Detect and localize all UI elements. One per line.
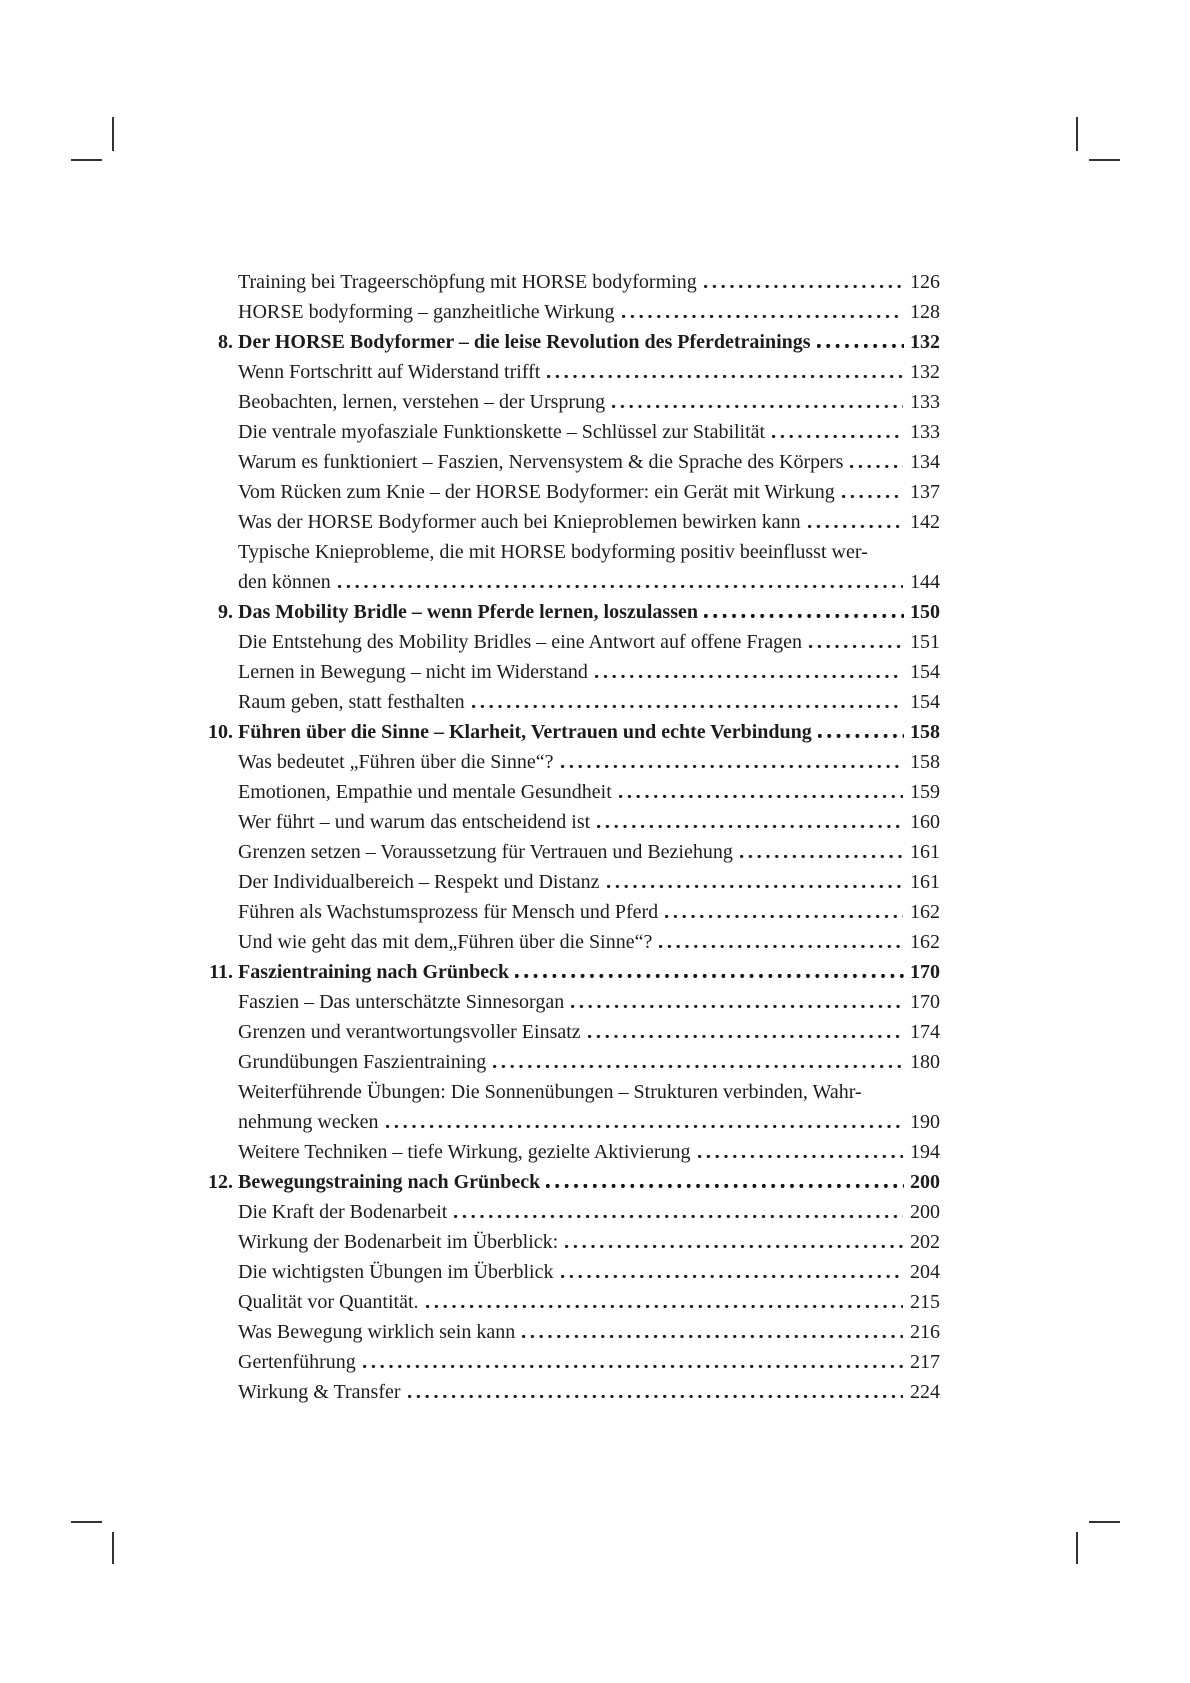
page-number: 159 — [910, 781, 940, 803]
page-number: 133 — [910, 391, 940, 413]
chapter-number: 9. — [218, 601, 233, 623]
page-number: 151 — [910, 631, 940, 653]
entry-label: HORSE bodyforming – ganzheitliche Wirkung — [238, 301, 615, 323]
toc-entry — [205, 1137, 940, 1167]
entry-label: Die Entstehung des Mobility Bridles – eine Antwort auf offene Fragen — [238, 631, 802, 653]
entry-label: Vom Rücken zum Knie – der HORSE Bodyformer: ein Gerät mit Wirkung — [238, 481, 835, 503]
crop-mark-bottom-left-horizontal — [71, 1521, 102, 1523]
dot-leader — [704, 614, 904, 618]
entry-label: Bewegungstraining nach Grünbeck — [238, 1171, 541, 1193]
page-number: 161 — [910, 871, 940, 893]
chapter-number: 10. — [208, 721, 233, 743]
page-number: 132 — [910, 331, 940, 353]
entry-label: Und wie geht das mit dem„Führen über die Sinne“? — [238, 931, 653, 953]
entry-label: Faszien – Das unterschätzte Sinnesorgan — [238, 991, 565, 1013]
dot-leader — [619, 795, 903, 798]
toc-entry — [205, 447, 940, 477]
toc-entry — [205, 1197, 940, 1227]
page-number: 128 — [910, 301, 940, 323]
table-of-contents — [205, 267, 940, 1407]
dot-leader — [386, 1125, 903, 1128]
toc-entry — [205, 507, 940, 537]
chapter-number: 11. — [209, 961, 233, 983]
entry-label: Führen über die Sinne – Klarheit, Vertrauen und echte Verbindung — [238, 721, 812, 743]
toc-entry — [205, 357, 940, 387]
entry-label: Was der HORSE Bodyformer auch bei Knieproblemen bewirken kann — [238, 511, 801, 533]
dot-leader — [704, 285, 903, 288]
entry-label: Das Mobility Bridle – wenn Pferde lernen, loszulassen — [238, 601, 698, 623]
entry-label: Typische Knieprobleme, die mit HORSE bodyforming positiv beeinflusst wer- — [238, 541, 868, 563]
entry-label: Der HORSE Bodyformer – die leise Revolution des Pferdetrainings — [238, 331, 811, 353]
dot-leader — [426, 1305, 903, 1308]
page-number: 174 — [910, 1021, 940, 1043]
dot-leader — [546, 1184, 904, 1188]
crop-mark-bottom-right-vertical — [1076, 1532, 1078, 1564]
dot-leader — [515, 974, 904, 978]
entry-label: Gertenführung — [238, 1351, 356, 1373]
entry-label: Raum geben, statt festhalten — [238, 691, 465, 713]
dot-leader — [338, 585, 903, 588]
toc-entry — [205, 267, 940, 297]
crop-mark-bottom-right-horizontal — [1089, 1521, 1120, 1523]
dot-leader — [607, 885, 903, 888]
toc-entry — [205, 657, 940, 687]
dot-leader — [547, 375, 903, 378]
toc-entry — [205, 537, 940, 567]
dot-leader — [408, 1395, 903, 1398]
dot-leader — [612, 405, 903, 408]
dot-leader — [698, 1155, 903, 1158]
chapter-number: 12. — [208, 1171, 233, 1193]
entry-label: Lernen in Bewegung – nicht im Widerstand — [238, 661, 588, 683]
toc-entry — [205, 897, 940, 927]
entry-label: Die ventrale myofasziale Funktionskette – Schlüssel zur Stabilität — [238, 421, 766, 443]
page-number: 158 — [910, 721, 940, 743]
toc-chapter-entry — [205, 327, 940, 357]
entry-label: Grenzen setzen – Voraussetzung für Vertrauen und Beziehung — [238, 841, 733, 863]
page-number: 144 — [910, 571, 940, 593]
toc-entry — [205, 1227, 940, 1257]
dot-leader — [472, 705, 903, 708]
page-number: 154 — [910, 661, 940, 683]
toc-entry — [205, 387, 940, 417]
entry-label: Grundübungen Faszientraining — [238, 1051, 487, 1073]
crop-mark-top-left-horizontal — [71, 159, 102, 161]
dot-leader — [740, 855, 903, 858]
toc-entry — [205, 867, 940, 897]
entry-label: Grenzen und verantwortungsvoller Einsatz — [238, 1021, 581, 1043]
dot-leader — [595, 675, 903, 678]
crop-mark-top-right-vertical — [1076, 117, 1078, 151]
entry-label: Führen als Wachstumsprozess für Mensch und Pferd — [238, 901, 659, 923]
page-number: 215 — [910, 1291, 940, 1313]
page-number: 170 — [910, 961, 940, 983]
dot-leader — [850, 465, 903, 468]
page-number: 160 — [910, 811, 940, 833]
entry-label: Training bei Trageerschöpfung mit HORSE bodyforming — [238, 271, 697, 293]
chapter-number: 8. — [218, 331, 233, 353]
dot-leader — [565, 1245, 903, 1248]
entry-label: Weitere Techniken – tiefe Wirkung, gezielte Aktivierung — [238, 1141, 691, 1163]
toc-entry — [205, 627, 940, 657]
toc-entry — [205, 927, 940, 957]
page-number: 126 — [910, 271, 940, 293]
dot-leader — [818, 734, 904, 738]
entry-label: Was Bewegung wirklich sein kann — [238, 1321, 516, 1343]
entry-label: nehmung wecken — [238, 1111, 379, 1133]
dot-leader — [597, 825, 903, 828]
dot-leader — [659, 945, 903, 948]
page-number: 132 — [910, 361, 940, 383]
crop-mark-top-left-vertical — [112, 117, 114, 151]
toc-chapter-entry — [205, 1167, 940, 1197]
toc-entry — [205, 417, 940, 447]
page-number: 170 — [910, 991, 940, 1013]
toc-entry — [205, 687, 940, 717]
entry-label: Faszientraining nach Grünbeck — [238, 961, 510, 983]
entry-label: den können — [238, 571, 331, 593]
toc-entry — [205, 1077, 940, 1107]
dot-leader — [493, 1065, 903, 1068]
entry-label: Wirkung der Bodenarbeit im Überblick: — [238, 1231, 559, 1253]
page-number: 216 — [910, 1321, 940, 1343]
dot-leader — [571, 1005, 903, 1008]
toc-entry — [205, 297, 940, 327]
page-number: 158 — [910, 751, 940, 773]
entry-label: Was bedeutet „Führen über die Sinne“? — [238, 751, 554, 773]
page-number: 180 — [910, 1051, 940, 1073]
toc-entry — [205, 1257, 940, 1287]
entry-label: Wenn Fortschritt auf Widerstand trifft — [238, 361, 541, 383]
page-number: 162 — [910, 901, 940, 923]
page-number: 190 — [910, 1111, 940, 1133]
entry-label: Beobachten, lernen, verstehen – der Ursprung — [238, 391, 606, 413]
page-number: 142 — [910, 511, 940, 533]
toc-entry — [205, 477, 940, 507]
toc-entry — [205, 777, 940, 807]
toc-entry — [205, 1287, 940, 1317]
toc-entry — [205, 837, 940, 867]
toc-chapter-entry — [205, 597, 940, 627]
entry-label: Emotionen, Empathie und mentale Gesundheit — [238, 781, 612, 803]
toc-chapter-entry — [205, 957, 940, 987]
toc-entry — [205, 747, 940, 777]
dot-leader — [561, 765, 904, 768]
entry-label: Qualität vor Quantität. — [238, 1291, 419, 1313]
dot-leader — [588, 1035, 903, 1038]
entry-label: Der Individualbereich – Respekt und Distanz — [238, 871, 600, 893]
dot-leader — [522, 1335, 903, 1338]
page-number: 134 — [910, 451, 940, 473]
toc-chapter-entry — [205, 717, 940, 747]
page-number: 150 — [910, 601, 940, 623]
dot-leader — [561, 1275, 904, 1278]
page-number: 194 — [910, 1141, 940, 1163]
toc-entry — [205, 987, 940, 1017]
toc-entry — [205, 1107, 940, 1137]
dot-leader — [817, 344, 904, 348]
dot-leader — [622, 315, 903, 318]
entry-label: Warum es funktioniert – Faszien, Nervensystem & die Sprache des Körpers — [238, 451, 844, 473]
toc-entry — [205, 1317, 940, 1347]
entry-label: Die Kraft der Bodenarbeit — [238, 1201, 448, 1223]
entry-label: Die wichtigsten Übungen im Überblick — [238, 1261, 554, 1283]
dot-leader — [665, 915, 903, 918]
toc-entry — [205, 1017, 940, 1047]
entry-label: Weiterführende Übungen: Die Sonnenübungen – Strukturen verbinden, Wahr- — [238, 1081, 862, 1103]
toc-entry — [205, 1347, 940, 1377]
page-number: 202 — [910, 1231, 940, 1253]
dot-leader — [842, 495, 903, 498]
page-number: 133 — [910, 421, 940, 443]
dot-leader — [772, 435, 903, 438]
dot-leader — [808, 525, 903, 528]
page-number: 224 — [910, 1381, 940, 1403]
dot-leader — [454, 1215, 903, 1218]
page-number: 200 — [910, 1201, 940, 1223]
toc-entry — [205, 1047, 940, 1077]
page-number: 204 — [910, 1261, 940, 1283]
page-number: 162 — [910, 931, 940, 953]
toc-entry — [205, 567, 940, 597]
dot-leader — [363, 1365, 903, 1368]
entry-label: Wirkung & Transfer — [238, 1381, 401, 1403]
page-number: 137 — [910, 481, 940, 503]
dot-leader — [809, 645, 903, 648]
page-number: 200 — [910, 1171, 940, 1193]
page-number: 217 — [910, 1351, 940, 1373]
page-number: 161 — [910, 841, 940, 863]
page-number: 154 — [910, 691, 940, 713]
crop-mark-top-right-horizontal — [1089, 159, 1120, 161]
toc-entry — [205, 1377, 940, 1407]
toc-entry — [205, 807, 940, 837]
entry-label: Wer führt – und warum das entscheidend ist — [238, 811, 591, 833]
crop-mark-bottom-left-vertical — [112, 1532, 114, 1564]
